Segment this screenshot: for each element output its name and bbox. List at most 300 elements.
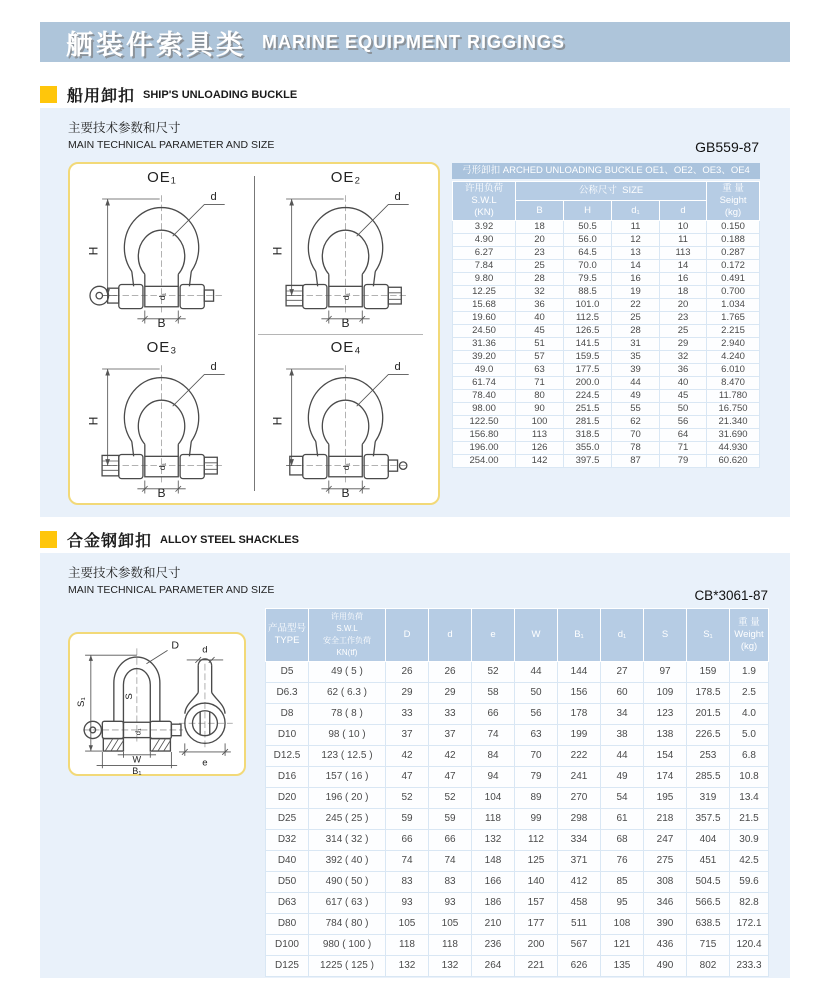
table2-wrap	[265, 608, 768, 977]
table-cell: 118	[472, 808, 515, 829]
dim-label-S: S	[124, 693, 136, 700]
table-cell: 50	[660, 402, 707, 415]
table-cell: 157	[515, 892, 558, 913]
table-cell: 11	[612, 220, 660, 233]
table-cell: 0.172	[707, 259, 760, 272]
dim-label-h: H	[270, 416, 285, 425]
col-header-D: D	[386, 609, 429, 662]
table-cell: 177	[515, 913, 558, 934]
diagram-divider	[254, 176, 255, 491]
table-cell: 50	[515, 682, 558, 703]
table-cell: 87	[612, 454, 660, 467]
dim-label-b: B	[157, 485, 166, 500]
table-cell: 2.940	[707, 337, 760, 350]
table-cell: 148	[472, 850, 515, 871]
col-header-size: 公称尺寸 SIZE	[516, 182, 707, 201]
table-cell: 95	[601, 892, 644, 913]
dim-label-d: d	[202, 644, 208, 656]
diagram-oe1	[70, 164, 254, 334]
table-row	[453, 324, 760, 337]
dee-shackle-diagram-panel	[68, 632, 246, 776]
table-cell: 61	[601, 808, 644, 829]
table-cell: 357.5	[687, 808, 730, 829]
table-row	[266, 871, 769, 892]
table-cell: 56	[660, 415, 707, 428]
dim-label-d: d	[394, 360, 401, 373]
table-cell: 166	[472, 871, 515, 892]
table-row	[453, 389, 760, 402]
table-cell: 236	[472, 934, 515, 955]
table-cell: 200	[515, 934, 558, 955]
table-cell: 99	[515, 808, 558, 829]
table-cell: 11	[660, 233, 707, 246]
table-cell: 334	[558, 829, 601, 850]
table-cell: 32	[516, 285, 564, 298]
table-cell: 12.25	[453, 285, 516, 298]
table-cell: 1.034	[707, 298, 760, 311]
table-cell: 59.6	[730, 871, 769, 892]
table-cell: 11.780	[707, 389, 760, 402]
diagram-title: OE₂	[330, 169, 362, 186]
section1-heading-zh: 船用卸扣	[67, 88, 136, 105]
table-cell: 8.470	[707, 376, 760, 389]
table-cell: 31	[612, 337, 660, 350]
table-cell: 132	[386, 955, 429, 976]
table-cell: 275	[644, 850, 687, 871]
table-row	[453, 285, 760, 298]
table-cell: 78	[612, 441, 660, 454]
table-cell: 346	[644, 892, 687, 913]
table-cell: 58	[472, 682, 515, 703]
table-cell: 314 ( 32 )	[309, 829, 386, 850]
table-cell: 118	[386, 934, 429, 955]
table-cell: 318.5	[564, 428, 612, 441]
table-cell: 511	[558, 913, 601, 934]
banner-title-zh: 舾装件索具类	[66, 29, 246, 60]
table-cell: 42	[429, 745, 472, 766]
table-cell: 90	[516, 402, 564, 415]
table-cell: 42.5	[730, 850, 769, 871]
table-row	[266, 766, 769, 787]
table-cell: 298	[558, 808, 601, 829]
table-cell: 112	[515, 829, 558, 850]
table-row	[453, 311, 760, 324]
table-cell: 14	[612, 259, 660, 272]
table-cell: 88.5	[564, 285, 612, 298]
dim-label-D: D	[171, 639, 179, 652]
table-cell: 55	[612, 402, 660, 415]
col-header-swl: 许用负荷 S.W.L 安全工作负荷 KN(tf)	[309, 609, 386, 662]
table2-body	[266, 661, 769, 976]
table-cell: 26	[429, 661, 472, 682]
table-cell: 82.8	[730, 892, 769, 913]
table-cell: 24.50	[453, 324, 516, 337]
table-cell: 37	[386, 724, 429, 745]
table-cell: 64	[660, 428, 707, 441]
table-row	[453, 363, 760, 376]
table-cell: D6.3	[266, 682, 309, 703]
table-row	[453, 220, 760, 233]
table-row	[453, 298, 760, 311]
table-cell: 404	[687, 829, 730, 850]
table-cell: 23	[516, 246, 564, 259]
table-cell: 36	[660, 363, 707, 376]
dim-label-d1: d₁	[157, 292, 168, 301]
table-cell: 63	[516, 363, 564, 376]
table-cell: 281.5	[564, 415, 612, 428]
table-cell: 68	[601, 829, 644, 850]
table-cell: 196.00	[453, 441, 516, 454]
table-cell: 33	[429, 703, 472, 724]
table-cell: 45	[660, 389, 707, 402]
bullet-square-icon	[40, 531, 57, 548]
table-cell: 1.9	[730, 661, 769, 682]
table-cell: D125	[266, 955, 309, 976]
table-cell: 28	[612, 324, 660, 337]
table-cell: 0.150	[707, 220, 760, 233]
table-row	[266, 829, 769, 850]
table-row	[266, 661, 769, 682]
table-cell: 101.0	[564, 298, 612, 311]
table-cell: 233.3	[730, 955, 769, 976]
table-cell: 20	[516, 233, 564, 246]
table-cell: 16	[612, 272, 660, 285]
table-cell: 93	[386, 892, 429, 913]
table-cell: 154	[644, 745, 687, 766]
col-header-S: S	[644, 609, 687, 662]
table-row	[266, 892, 769, 913]
table-cell: 97	[644, 661, 687, 682]
table-row	[266, 850, 769, 871]
standard-code-gb: GB559-87	[695, 139, 759, 155]
table-cell: 2.5	[730, 682, 769, 703]
table-cell: 186	[472, 892, 515, 913]
table-cell: 70.0	[564, 259, 612, 272]
table-cell: 112.5	[564, 311, 612, 324]
table-cell: 83	[386, 871, 429, 892]
table-row	[453, 259, 760, 272]
dim-label-h: H	[86, 416, 101, 425]
table-cell: 64.5	[564, 246, 612, 259]
table-cell: D20	[266, 787, 309, 808]
table-cell: 56.0	[564, 233, 612, 246]
table-cell: 105	[429, 913, 472, 934]
table-cell: 31.690	[707, 428, 760, 441]
table-cell: 40	[516, 311, 564, 324]
col-header-H: H	[564, 201, 612, 220]
dim-label-d1: d₁	[133, 728, 143, 736]
table-cell: 156.80	[453, 428, 516, 441]
table-cell: 626	[558, 955, 601, 976]
table-cell: D63	[266, 892, 309, 913]
table-cell: 74	[429, 850, 472, 871]
table-cell: D50	[266, 871, 309, 892]
table-cell: 144	[558, 661, 601, 682]
table-cell: 15.68	[453, 298, 516, 311]
table-cell: 253	[687, 745, 730, 766]
section1-heading	[40, 83, 297, 106]
table-cell: 18	[660, 285, 707, 298]
table-cell: 21.5	[730, 808, 769, 829]
table-cell: 802	[687, 955, 730, 976]
table-cell: 0.700	[707, 285, 760, 298]
table-cell: 451	[687, 850, 730, 871]
table-cell: 390	[644, 913, 687, 934]
table-cell: D12.5	[266, 745, 309, 766]
table-cell: 458	[558, 892, 601, 913]
table-cell: 52	[386, 787, 429, 808]
table-cell: 70	[515, 745, 558, 766]
table-cell: 784 ( 80 )	[309, 913, 386, 934]
table-cell: 141.5	[564, 337, 612, 350]
diagram-oe4	[254, 334, 438, 504]
table-cell: 177.5	[564, 363, 612, 376]
table-row	[266, 913, 769, 934]
table-cell: 38	[601, 724, 644, 745]
table-cell: D25	[266, 808, 309, 829]
table-cell: 63	[515, 724, 558, 745]
table-cell: 132	[472, 829, 515, 850]
table-cell: 71	[516, 376, 564, 389]
table-cell: 254.00	[453, 454, 516, 467]
table-cell: 51	[516, 337, 564, 350]
alloy-shackle-table	[265, 608, 769, 977]
table-cell: 79	[660, 454, 707, 467]
section1-param-title	[68, 118, 274, 151]
table-cell: 74	[386, 850, 429, 871]
table-cell: 33	[386, 703, 429, 724]
diagram-title: OE₃	[146, 338, 178, 356]
table-cell: D80	[266, 913, 309, 934]
table-cell: D32	[266, 829, 309, 850]
table-cell: 617 ( 63 )	[309, 892, 386, 913]
table-cell: 74	[472, 724, 515, 745]
standard-code-cb: CB*3061-87	[694, 588, 768, 603]
table-row	[266, 745, 769, 766]
table-cell: 125	[515, 850, 558, 871]
table-cell: 59	[429, 808, 472, 829]
table-cell: 66	[429, 829, 472, 850]
section2-heading-zh: 合金钢卸扣	[67, 533, 153, 550]
table-cell: 2.215	[707, 324, 760, 337]
dim-label-d: d	[210, 190, 217, 203]
table-cell: 178	[558, 703, 601, 724]
param-title-zh: 主要技术参数和尺寸	[68, 121, 181, 135]
table-cell: 715	[687, 934, 730, 955]
bow-shackle-diagram	[269, 356, 423, 500]
table-cell: 123	[644, 703, 687, 724]
table1-body	[453, 220, 760, 467]
table-cell: 29	[386, 682, 429, 703]
table-cell: 138	[644, 724, 687, 745]
table-cell: 44.930	[707, 441, 760, 454]
table-cell: 94	[472, 766, 515, 787]
col-header-W: W	[515, 609, 558, 662]
table-cell: 59	[386, 808, 429, 829]
table-cell: 245 ( 25 )	[309, 808, 386, 829]
table-row	[453, 337, 760, 350]
table-cell: 31.36	[453, 337, 516, 350]
bullet-square-icon	[40, 86, 57, 103]
col-header-d1: d₁	[601, 609, 644, 662]
table-cell: 9.80	[453, 272, 516, 285]
table-cell: 19	[612, 285, 660, 298]
table-cell: 100	[516, 415, 564, 428]
table-cell: 52	[429, 787, 472, 808]
col-header-B: B	[516, 201, 564, 220]
table-cell: 567	[558, 934, 601, 955]
table-cell: 113	[516, 428, 564, 441]
table-cell: 52	[472, 661, 515, 682]
table-cell: 4.240	[707, 350, 760, 363]
table-cell: 3.92	[453, 220, 516, 233]
table-cell: 0.188	[707, 233, 760, 246]
table1-title: 弓形卸扣 ARCHED UNLOADING BUCKLE OE1、OE2、OE3、OE4	[452, 163, 760, 179]
dim-label-h: H	[270, 246, 285, 256]
table-row	[266, 724, 769, 745]
diagram-oe2	[254, 164, 438, 334]
col-header-swl: 许用负荷 S.W.L (KN)	[453, 182, 516, 221]
table-cell: D5	[266, 661, 309, 682]
table-cell: 105	[386, 913, 429, 934]
table-cell: 120.4	[730, 934, 769, 955]
table-cell: 39.20	[453, 350, 516, 363]
arched-buckle-table	[452, 181, 760, 468]
table-cell: 159	[687, 661, 730, 682]
table-cell: 83	[429, 871, 472, 892]
table-cell: 504.5	[687, 871, 730, 892]
table1-wrap	[452, 163, 760, 468]
table-cell: 27	[601, 661, 644, 682]
table-cell: 6.8	[730, 745, 769, 766]
bow-shackle-diagram	[85, 356, 239, 500]
table-cell: D10	[266, 724, 309, 745]
dee-shackle-diagram	[72, 635, 242, 775]
table-row	[453, 415, 760, 428]
table-cell: 0.491	[707, 272, 760, 285]
dim-label-d1: d₁	[341, 462, 352, 470]
table-cell: 71	[660, 441, 707, 454]
table-cell: 224.5	[564, 389, 612, 402]
table-cell: 108	[601, 913, 644, 934]
table-cell: 34	[601, 703, 644, 724]
table-cell: 5.0	[730, 724, 769, 745]
section1-heading-en: SHIP'S UNLOADING BUCKLE	[143, 88, 298, 101]
table-row	[453, 441, 760, 454]
table-cell: 172.1	[730, 913, 769, 934]
table-cell: 142	[516, 454, 564, 467]
table-cell: 355.0	[564, 441, 612, 454]
table-row	[453, 246, 760, 259]
table-cell: 25	[612, 311, 660, 324]
section2-param-title	[68, 563, 274, 596]
table-cell: 45	[516, 324, 564, 337]
table-cell: 7.84	[453, 259, 516, 272]
table-cell: 84	[472, 745, 515, 766]
table-cell: 178.5	[687, 682, 730, 703]
table-cell: D100	[266, 934, 309, 955]
table-cell: 29	[429, 682, 472, 703]
dim-label-e: e	[202, 757, 208, 769]
table-row	[453, 428, 760, 441]
table-cell: 392 ( 40 )	[309, 850, 386, 871]
table-cell: 79	[515, 766, 558, 787]
header-banner	[40, 22, 790, 62]
col-header-d1: d₁	[612, 201, 660, 220]
table-cell: 4.90	[453, 233, 516, 246]
table-cell: 241	[558, 766, 601, 787]
bow-shackle-diagram	[85, 186, 239, 330]
table-cell: 123 ( 12.5 )	[309, 745, 386, 766]
table-cell: 44	[601, 745, 644, 766]
table-row	[453, 350, 760, 363]
col-header-d: d	[429, 609, 472, 662]
diagram-title: OE₁	[147, 169, 177, 186]
table-cell: 47	[429, 766, 472, 787]
diagram-oe3	[70, 334, 254, 504]
dim-label-b: B	[341, 316, 350, 330]
table-cell: 98.00	[453, 402, 516, 415]
section2-heading-en: ALLOY STEEL SHACKLES	[160, 533, 299, 546]
table-cell: 308	[644, 871, 687, 892]
table-cell: 16.750	[707, 402, 760, 415]
table-cell: 247	[644, 829, 687, 850]
table-cell: 78 ( 8 )	[309, 703, 386, 724]
table-row	[266, 682, 769, 703]
banner-title-en: MARINE EQUIPMENT RIGGINGS	[262, 31, 566, 52]
table-cell: 121	[601, 934, 644, 955]
table-cell: 25	[516, 259, 564, 272]
table-row	[266, 955, 769, 976]
table-cell: 14	[660, 259, 707, 272]
table-cell: 140	[515, 871, 558, 892]
table-cell: 638.5	[687, 913, 730, 934]
dim-label-b: B	[157, 316, 166, 330]
table-cell: 78.40	[453, 389, 516, 402]
shackle-diagram-panel	[68, 162, 440, 505]
dim-label-d1: d₁	[157, 462, 168, 470]
table-cell: 44	[612, 376, 660, 389]
table-row	[266, 703, 769, 724]
table-cell: D16	[266, 766, 309, 787]
table-cell: 174	[644, 766, 687, 787]
table-cell: 44	[515, 661, 558, 682]
table-cell: 104	[472, 787, 515, 808]
dim-label-d: d	[394, 190, 401, 203]
col-header-d: d	[660, 201, 707, 220]
table-cell: 436	[644, 934, 687, 955]
table-cell: 10	[660, 220, 707, 233]
table-cell: 201.5	[687, 703, 730, 724]
table-cell: 49 ( 5 )	[309, 661, 386, 682]
table-cell: 10.8	[730, 766, 769, 787]
table-cell: 62	[612, 415, 660, 428]
table-cell: 371	[558, 850, 601, 871]
table-cell: 412	[558, 871, 601, 892]
table-cell: 54	[601, 787, 644, 808]
table-cell: 159.5	[564, 350, 612, 363]
table-cell: 39	[612, 363, 660, 376]
table-cell: 66	[386, 829, 429, 850]
table-cell: 199	[558, 724, 601, 745]
table-cell: 109	[644, 682, 687, 703]
table-row	[266, 808, 769, 829]
table-cell: 13	[612, 246, 660, 259]
table-cell: 60.620	[707, 454, 760, 467]
table-cell: 49	[601, 766, 644, 787]
dim-label-h: H	[86, 246, 101, 256]
table-cell: 35	[612, 350, 660, 363]
